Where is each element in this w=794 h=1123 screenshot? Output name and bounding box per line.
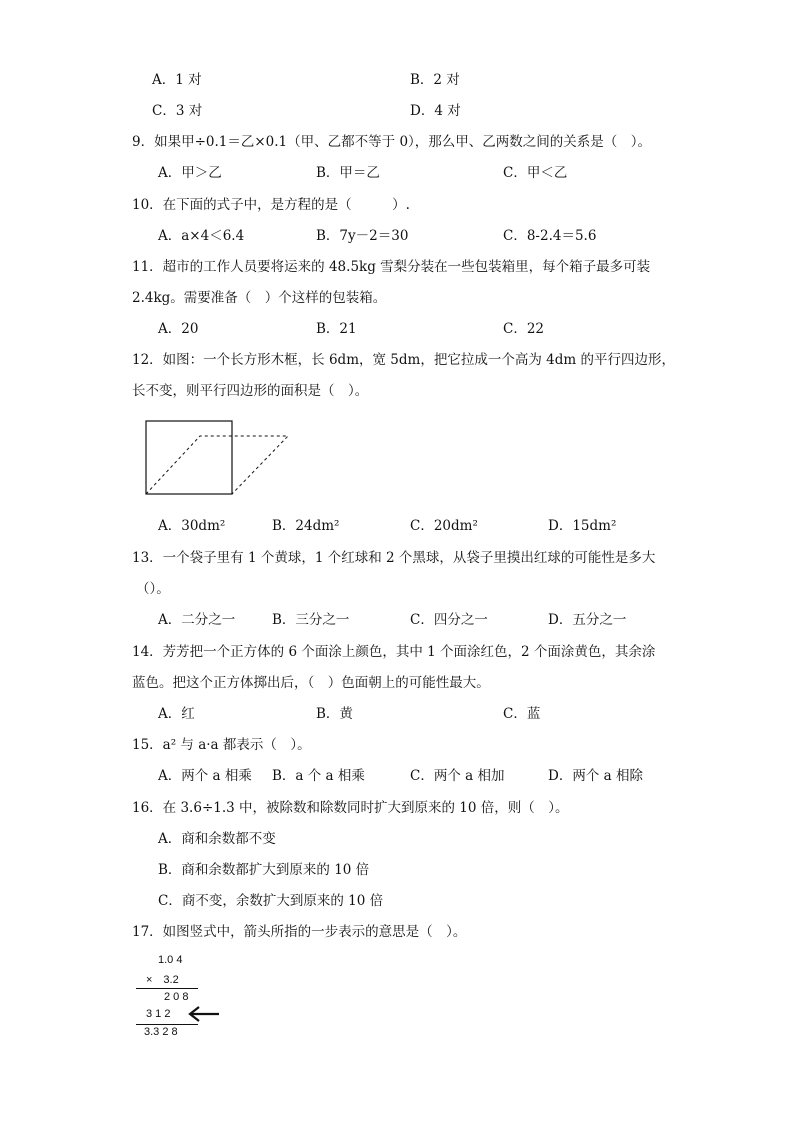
calc-row-partial-2: 3 1 2: [146, 1008, 171, 1020]
q14-option-a: A．红: [158, 706, 195, 722]
calc-divider-2: [136, 1024, 198, 1025]
left-arrow-icon: [186, 1006, 222, 1024]
q15-option-b: B．a 个 a 相乘: [272, 768, 365, 784]
q9-option-c: C．甲＜乙: [503, 165, 568, 181]
q14-option-b: B．黄: [316, 706, 353, 722]
q10-option-b: B．7y－2＝30: [316, 228, 409, 244]
q10-option-a: A．a×4＜6.4: [158, 228, 245, 244]
q11-option-c: C．22: [503, 321, 545, 337]
q9-option-b: B．甲＝乙: [316, 165, 380, 181]
q10-stem: 10．在下面的式子中，是方程的是（ ）.: [132, 197, 410, 213]
q11-stem-line2: 2.4kg。需要准备（ ）个这样的包装箱。: [132, 290, 387, 306]
calc-divider-1: [136, 988, 198, 989]
q11-option-b: B．21: [316, 321, 357, 337]
q9-stem: 9．如果甲÷0.1＝乙×0.1（甲、乙都不等于 0），那么甲、乙两数之间的关系是（ ）。: [132, 134, 652, 150]
q8-option-d: D．4 对: [410, 103, 461, 119]
q8-option-c: C．3 对: [152, 103, 203, 119]
q13-option-c: C．四分之一: [410, 612, 488, 628]
q14-stem-line2: 蓝色。把这个正方体掷出后，（ ）色面朝上的可能性最大。: [132, 675, 490, 691]
q14-stem-line1: 14．芳芳把一个正方体的 6 个面涂上颜色，其中 1 个面涂红色，2 个面涂黄色，其余涂: [132, 644, 656, 660]
q15-option-d: D．两个 a 相除: [548, 768, 643, 784]
q12-option-a: A．30dm²: [158, 518, 226, 534]
q16-stem: 16．在 3.6÷1.3 中，被除数和除数同时扩大到原来的 10 倍，则（ ）。: [132, 800, 569, 816]
q12-option-b: B．24dm²: [272, 518, 340, 534]
calc-row-multiplicand: 1.0 4: [158, 954, 183, 966]
q11-option-a: A．20: [158, 321, 199, 337]
q16-option-c: C．商不变，余数扩大到原来的 10 倍: [158, 893, 384, 909]
q14-option-c: C．蓝: [503, 706, 541, 722]
q12-stem-line2: 长不变，则平行四边形的面积是（ ）。: [132, 383, 369, 399]
rectangle-parallelogram-figure: [140, 416, 300, 502]
q16-option-a: A．商和余数都不变: [158, 831, 276, 847]
q12-option-d: D．15dm²: [548, 518, 617, 534]
q12-option-c: C．20dm²: [410, 518, 478, 534]
q15-stem: 15．a² 与 a·a 都表示（ ）。: [132, 737, 311, 753]
q11-stem-line1: 11．超市的工作人员要将运来的 48.5kg 雪梨分装在一些包装箱里，每个箱子最多可装: [132, 259, 651, 275]
q8-option-a: A．1 对: [152, 72, 202, 88]
q13-option-a: A．二分之一: [158, 612, 236, 628]
q12-stem-line1: 12．如图：一个长方形木框，长 6dm，宽 5dm，把它拉成一个高为 4dm 的平行四边形，: [132, 352, 675, 368]
q16-option-b: B．商和余数都扩大到原来的 10 倍: [158, 862, 370, 878]
calc-row-partial-1: 2 0 8: [164, 991, 189, 1003]
q13-option-b: B．三分之一: [272, 612, 350, 628]
q9-option-a: A．甲＞乙: [158, 165, 222, 181]
q13-stem-line1: 13．一个袋子里有 1 个黄球，1 个红球和 2 个黑球，从袋子里摸出红球的可能性是多大: [132, 550, 656, 566]
q17-stem: 17．如图竖式中，箭头所指的一步表示的意思是（ ）。: [132, 924, 467, 940]
q13-stem-line2: （）。: [136, 581, 170, 597]
q10-option-c: C．8-2.4＝5.6: [503, 228, 597, 244]
q8-option-b: B．2 对: [410, 72, 460, 88]
calc-row-product: 3.3 2 8: [144, 1026, 178, 1038]
q13-option-d: D．五分之一: [548, 612, 627, 628]
q15-option-c: C．两个 a 相加: [410, 768, 505, 784]
q15-option-a: A．两个 a 相乘: [158, 768, 252, 784]
parallelogram-dashed: [146, 436, 288, 494]
rectangle-frame: [146, 421, 232, 494]
calc-row-multiplier: × 3.2: [146, 974, 179, 986]
